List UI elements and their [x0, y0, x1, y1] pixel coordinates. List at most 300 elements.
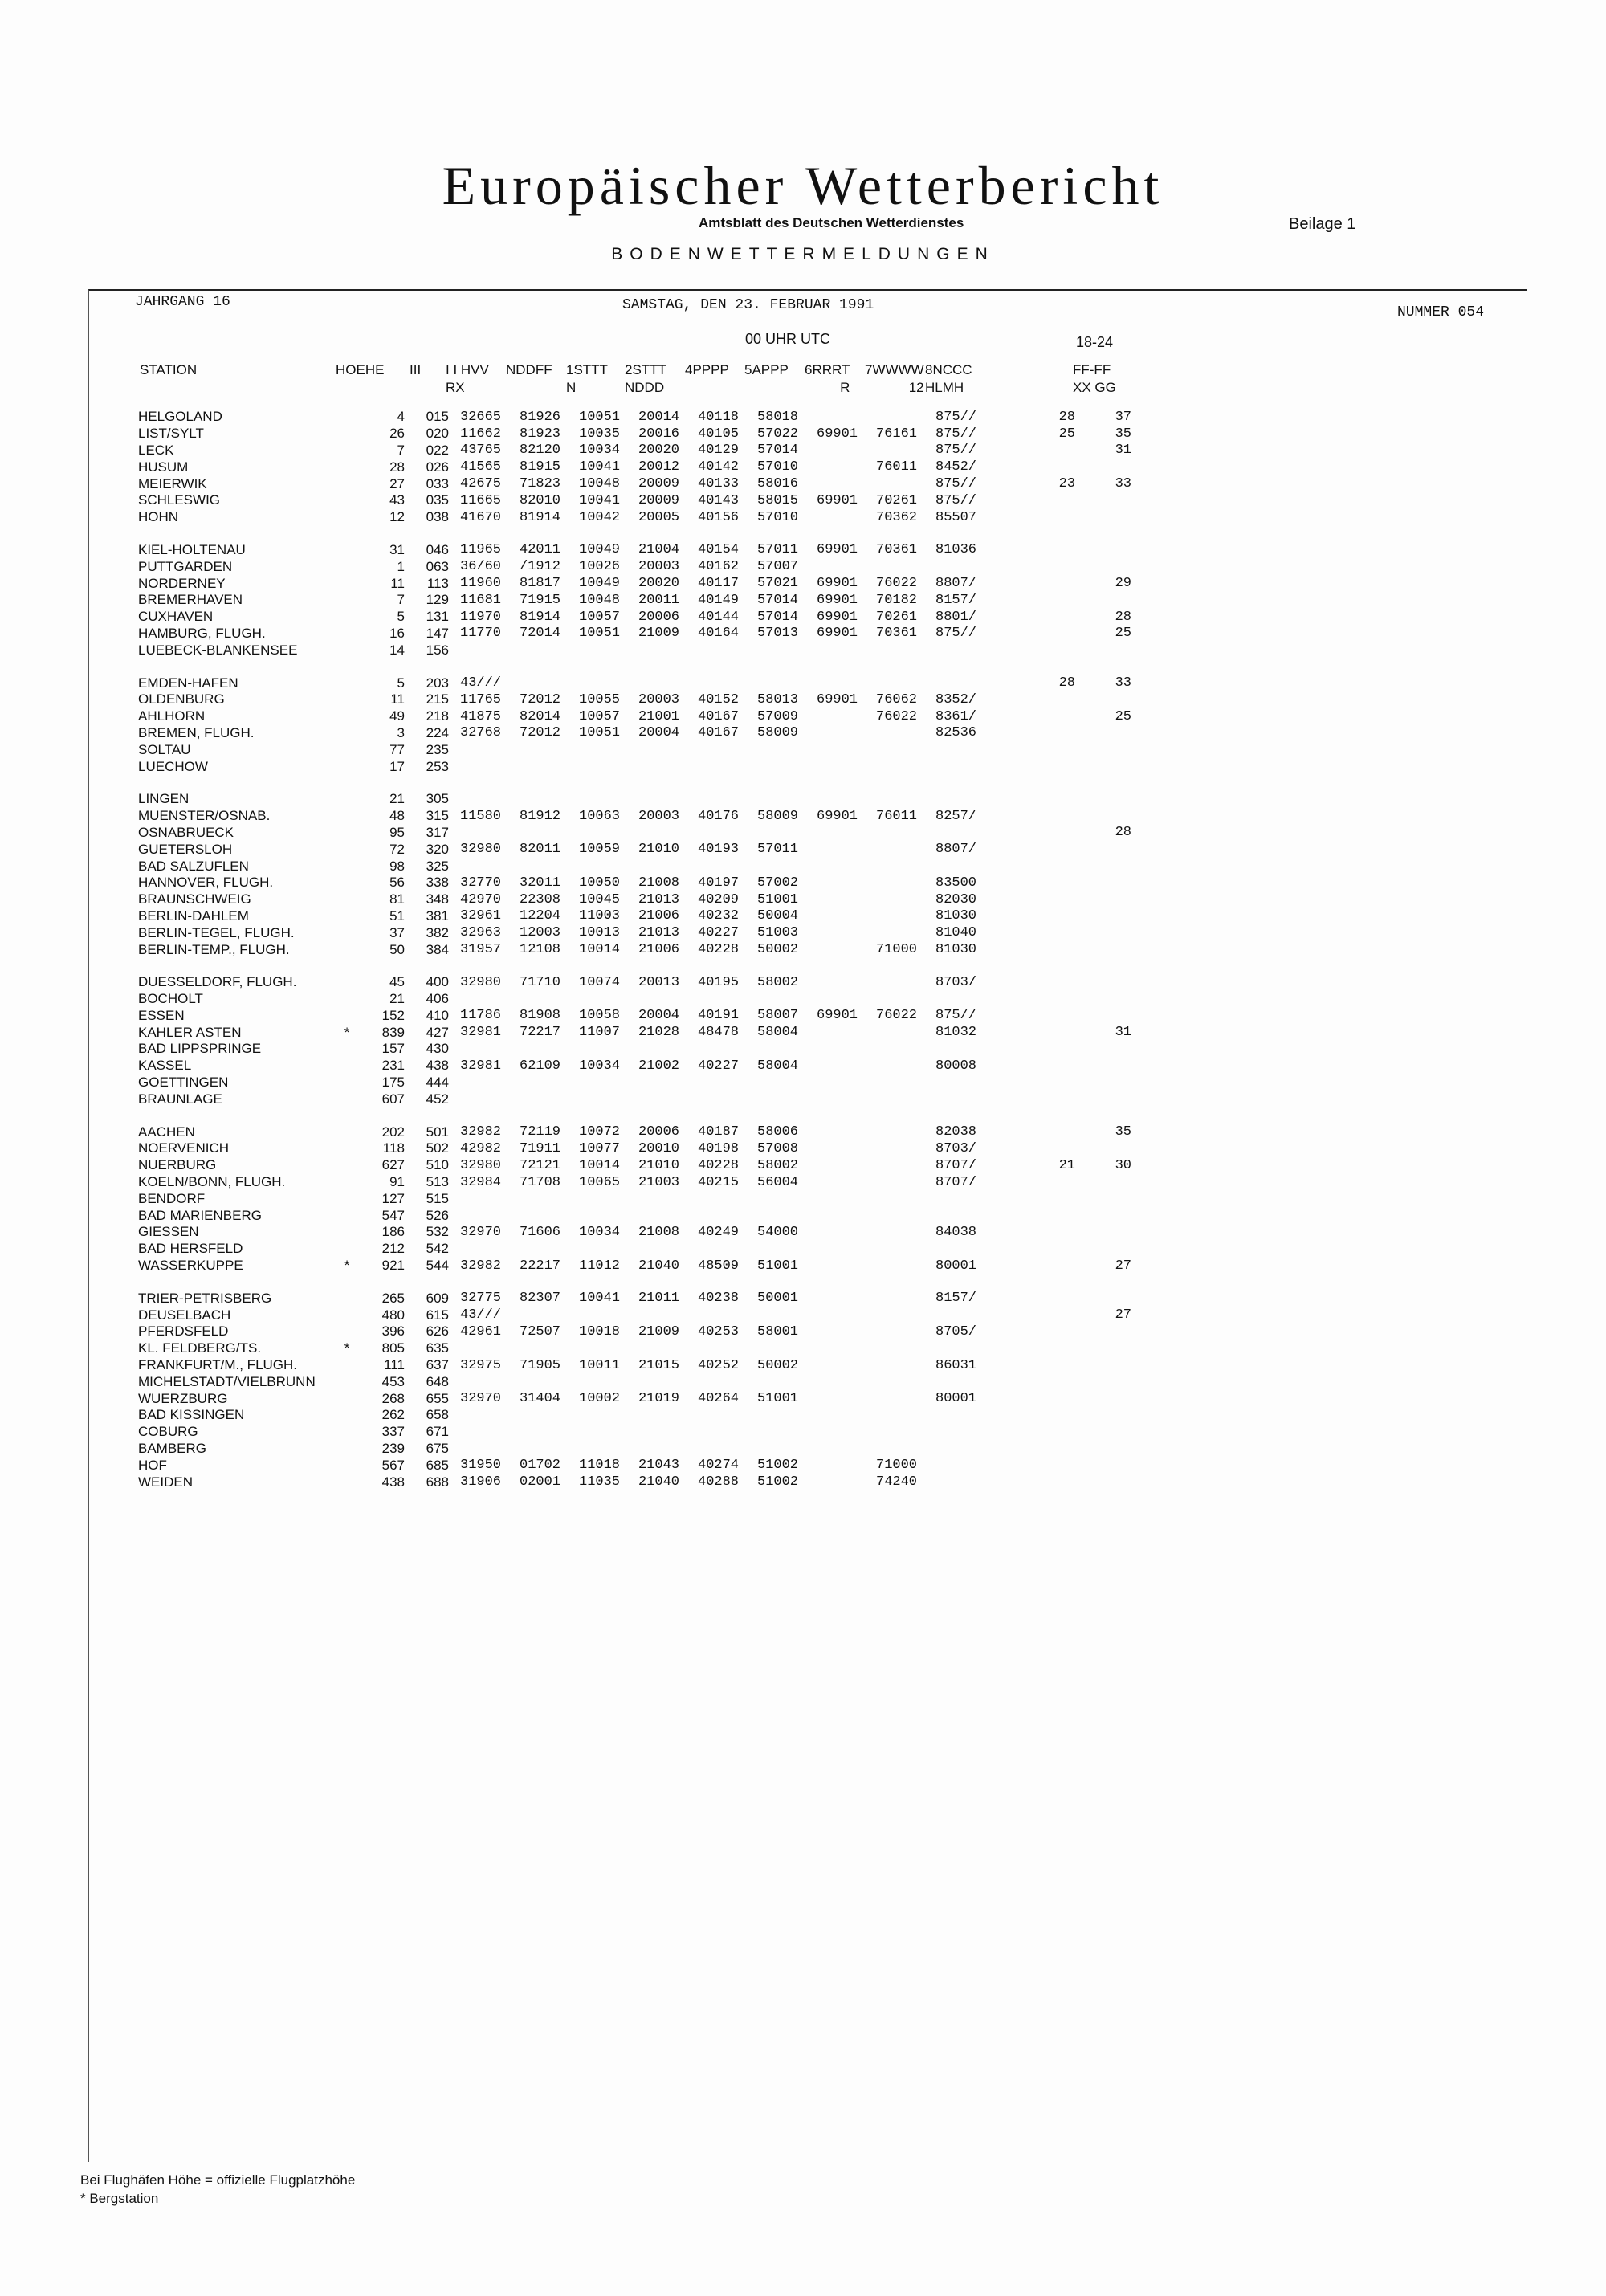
station-hoehe: 396 — [381, 1323, 405, 1340]
observations-table — [138, 409, 1131, 1491]
group-code: 21010 — [638, 1157, 680, 1173]
group-code: 72507 — [520, 1323, 561, 1340]
group-code — [579, 791, 638, 808]
bergstation-mark — [331, 991, 363, 1008]
ff-gg — [1075, 875, 1131, 891]
group-code: 40176 — [698, 808, 740, 824]
station-id: 156 — [426, 642, 449, 658]
ff-xx — [1019, 1124, 1075, 1140]
station-row — [138, 558, 1131, 575]
group-code: 20011 — [638, 592, 680, 608]
station-name: KL. FELDBERG/TS. — [138, 1340, 262, 1356]
group-code: 21002 — [638, 1058, 680, 1074]
station-hoehe: 265 — [381, 1290, 405, 1306]
group-code: 32768 — [460, 725, 502, 741]
group-code: 54000 — [757, 1224, 799, 1240]
group-code: 10048 — [579, 592, 621, 608]
ff-xx — [1019, 1323, 1075, 1340]
group-code — [876, 1207, 935, 1224]
group-code: 10077 — [579, 1140, 621, 1156]
group-code: 82011 — [520, 842, 561, 858]
bergstation-mark — [331, 442, 363, 459]
column-gap — [995, 1340, 1019, 1357]
ff-xx: 28 — [1058, 409, 1075, 425]
group-code — [698, 858, 757, 875]
page-title: Europäischer Wetterbericht — [442, 155, 1164, 216]
column-gap — [995, 841, 1019, 858]
group-code — [876, 1424, 935, 1441]
group-code: 21008 — [638, 875, 680, 891]
group-code — [520, 991, 579, 1008]
group-code: 40105 — [698, 426, 740, 442]
group-code — [817, 1357, 876, 1374]
ff-gg — [1075, 592, 1131, 609]
group-code: 10045 — [579, 891, 621, 907]
station-row — [138, 974, 1131, 991]
column-gap — [995, 1140, 1019, 1157]
group-code — [876, 1340, 935, 1357]
station-id: 203 — [426, 675, 449, 691]
group-code: 20004 — [638, 1008, 680, 1024]
group-code: 81908 — [520, 1008, 561, 1024]
spacer-cell — [138, 526, 1131, 542]
group-spacer — [138, 1107, 1131, 1124]
group-code: 10050 — [579, 875, 621, 891]
spacer-cell — [138, 1274, 1131, 1290]
group-code: 8352/ — [935, 691, 977, 708]
ff-xx — [1019, 875, 1075, 891]
group-code: 21013 — [638, 925, 680, 941]
group-code: 81032 — [935, 1025, 977, 1041]
ff-gg — [1075, 1390, 1131, 1407]
group-code: 43/// — [460, 1307, 502, 1323]
group-code — [935, 741, 995, 758]
ff-xx — [1019, 1340, 1075, 1357]
ff-xx: 23 — [1058, 476, 1075, 492]
ff-xx — [1019, 1091, 1075, 1107]
group-code: 8801/ — [935, 609, 977, 625]
group-code — [449, 991, 520, 1008]
group-code: 40249 — [698, 1224, 740, 1240]
station-row — [138, 1124, 1131, 1140]
group-code — [449, 1190, 520, 1207]
ff-gg — [1075, 691, 1131, 708]
col-c5: 4PPPP — [685, 362, 729, 377]
group-code: 40288 — [698, 1474, 740, 1491]
column-gap — [995, 1091, 1019, 1107]
station-row — [138, 991, 1131, 1008]
station-id: 655 — [426, 1390, 449, 1406]
group-code: 71823 — [520, 476, 561, 492]
group-code — [698, 1373, 757, 1390]
ff-xx — [1019, 1207, 1075, 1224]
ff-gg — [1075, 1407, 1131, 1424]
group-code: 72119 — [520, 1124, 561, 1140]
group-code: 875// — [935, 409, 977, 425]
bergstation-mark: * — [344, 1258, 350, 1274]
bergstation-mark — [331, 808, 363, 825]
group-code — [817, 1091, 876, 1107]
group-code — [638, 675, 698, 691]
group-code — [817, 725, 876, 742]
group-code: 50002 — [757, 1357, 799, 1373]
group-code — [817, 974, 876, 991]
group-code — [449, 1441, 520, 1458]
station-id: 382 — [426, 924, 449, 940]
group-code: 80001 — [935, 1258, 977, 1274]
group-code: 11681 — [460, 592, 502, 608]
station-id: 381 — [426, 907, 449, 924]
station-name: LUEBECK-BLANKENSEE — [138, 642, 298, 658]
station-row — [138, 1174, 1131, 1191]
station-id: 452 — [426, 1091, 449, 1107]
group-code: 57010 — [757, 509, 799, 525]
column-gap — [995, 1323, 1019, 1340]
station-name: KOELN/BONN, FLUGH. — [138, 1174, 286, 1190]
group-code — [449, 858, 520, 875]
group-code: 40167 — [698, 708, 740, 724]
station-hoehe: 51 — [389, 907, 405, 924]
station-row — [138, 1207, 1131, 1224]
ff-xx: 25 — [1058, 426, 1075, 442]
group-code — [520, 1207, 579, 1224]
station-row — [138, 459, 1131, 475]
group-code: 42675 — [460, 476, 502, 492]
station-name: BOCHOLT — [138, 991, 203, 1007]
group-code: 21008 — [638, 1224, 680, 1240]
group-code: 48478 — [698, 1025, 740, 1041]
station-id: 129 — [426, 592, 449, 608]
ff-xx — [1019, 1407, 1075, 1424]
group-code: 40228 — [698, 942, 740, 957]
group-code: 57011 — [757, 842, 799, 858]
range-label: 18-24 — [1076, 334, 1114, 350]
column-gap — [995, 1373, 1019, 1390]
group-code — [638, 1307, 698, 1323]
group-code: 32975 — [460, 1357, 502, 1373]
station-name: BERLIN-TEGEL, FLUGH. — [138, 924, 295, 940]
bergstation-mark — [331, 1058, 363, 1075]
group-code — [817, 1224, 876, 1241]
group-code: 58002 — [757, 1157, 799, 1173]
group-code: 11003 — [579, 908, 621, 924]
col-c8: 7WWWW 12 — [865, 362, 924, 395]
ff-gg — [1075, 891, 1131, 908]
station-name: WEIDEN — [138, 1474, 193, 1490]
station-hoehe: 127 — [381, 1190, 405, 1206]
ff-xx — [1019, 974, 1075, 991]
station-hoehe: 26 — [389, 426, 405, 442]
group-code — [935, 1190, 995, 1207]
group-code: 57014 — [757, 592, 799, 608]
group-code: 72012 — [520, 725, 561, 741]
station-row — [138, 708, 1131, 725]
ff-gg: 28 — [1115, 609, 1131, 625]
station-name: TRIER-PETRISBERG — [138, 1290, 272, 1306]
group-code — [817, 1140, 876, 1157]
group-code: 70261 — [876, 609, 918, 625]
group-code: 31906 — [460, 1474, 502, 1491]
group-code — [935, 1340, 995, 1357]
group-code: 10014 — [579, 1157, 621, 1173]
group-code — [579, 1207, 638, 1224]
station-id: 038 — [426, 509, 449, 525]
bergstation-mark — [331, 741, 363, 758]
station-hoehe: 43 — [389, 492, 405, 508]
station-hoehe: 3 — [397, 724, 405, 740]
group-code: 10041 — [579, 459, 621, 475]
group-code: 20009 — [638, 492, 680, 508]
station-hoehe: 805 — [381, 1340, 405, 1356]
group-code: 32984 — [460, 1174, 502, 1190]
group-code: 11970 — [460, 609, 502, 625]
bergstation-mark — [331, 492, 363, 509]
group-code — [817, 991, 876, 1008]
group-code: 82030 — [935, 891, 977, 907]
ff-xx — [1019, 758, 1075, 775]
ff-xx — [1019, 891, 1075, 908]
ff-gg: 27 — [1115, 1258, 1131, 1274]
group-code: 32011 — [520, 875, 561, 891]
ff-xx — [1019, 626, 1075, 642]
ff-xx — [1019, 1075, 1075, 1091]
group-code: 69901 — [817, 592, 858, 608]
group-code: 32961 — [460, 908, 502, 924]
station-name: BAD HERSFELD — [138, 1241, 243, 1257]
group-code: 875// — [935, 1008, 977, 1024]
station-id: 046 — [426, 541, 449, 557]
ff-gg: 37 — [1115, 409, 1131, 425]
station-name: PFERDSFELD — [138, 1323, 229, 1340]
column-gap — [995, 575, 1019, 592]
group-code — [757, 1190, 817, 1207]
bergstation-mark — [331, 1290, 363, 1307]
station-row — [138, 858, 1131, 875]
bergstation-mark — [331, 675, 363, 691]
group-code — [638, 1441, 698, 1458]
group-code: 82038 — [935, 1124, 977, 1140]
group-code: 10018 — [579, 1323, 621, 1340]
group-code — [579, 1241, 638, 1258]
station-name: COBURG — [138, 1424, 198, 1440]
group-code — [876, 1190, 935, 1207]
group-code: 51001 — [757, 1258, 799, 1274]
group-code: 20016 — [638, 426, 680, 442]
station-id: 147 — [426, 625, 449, 641]
station-id: 348 — [426, 891, 449, 907]
group-code: 21004 — [638, 542, 680, 558]
station-row — [138, 791, 1131, 808]
station-row — [138, 1474, 1131, 1491]
bergstation-mark — [331, 542, 363, 559]
group-code — [817, 841, 876, 858]
group-code: 58001 — [757, 1323, 799, 1340]
group-code: 41875 — [460, 708, 502, 724]
station-row — [138, 1058, 1131, 1075]
spacer-cell — [138, 958, 1131, 974]
bergstation-mark — [331, 825, 363, 842]
ff-xx — [1019, 908, 1075, 925]
column-gap — [995, 1075, 1019, 1091]
station-hoehe: 77 — [389, 741, 405, 757]
station-name: BERLIN-DAHLEM — [138, 907, 249, 924]
group-code — [698, 791, 757, 808]
column-gap — [995, 1190, 1019, 1207]
column-gap — [995, 426, 1019, 442]
group-code: 58004 — [757, 1058, 799, 1074]
station-name: ESSEN — [138, 1007, 185, 1023]
group-code: 32980 — [460, 974, 502, 990]
group-code — [698, 1307, 757, 1323]
group-code: 76022 — [876, 1008, 918, 1024]
group-code: 51002 — [757, 1474, 799, 1491]
ff-gg: 31 — [1115, 442, 1131, 459]
group-code: 51003 — [757, 925, 799, 941]
station-hoehe: 72 — [389, 841, 405, 857]
group-code — [935, 1407, 995, 1424]
station-id: 626 — [426, 1323, 449, 1340]
group-code — [817, 409, 876, 426]
group-code — [817, 891, 876, 908]
group-code: 10034 — [579, 1224, 621, 1240]
station-name: NORDERNEY — [138, 575, 226, 591]
group-code — [757, 991, 817, 1008]
bergstation-mark — [331, 642, 363, 659]
spacer-cell — [138, 659, 1131, 675]
station-hoehe: 453 — [381, 1373, 405, 1389]
group-code — [579, 758, 638, 775]
group-code: 8703/ — [935, 1140, 977, 1156]
group-code — [817, 1190, 876, 1207]
group-code: 8452/ — [935, 459, 977, 475]
station-row — [138, 1407, 1131, 1424]
group-code: 11662 — [460, 426, 502, 442]
group-code: 56004 — [757, 1174, 799, 1190]
group-code: 76022 — [876, 576, 918, 592]
group-code — [817, 1124, 876, 1140]
group-code — [817, 1174, 876, 1191]
group-code: 58013 — [757, 691, 799, 708]
station-id: 033 — [426, 475, 449, 491]
ff-gg — [1075, 924, 1131, 941]
station-hoehe: 14 — [389, 642, 405, 658]
station-hoehe: 4 — [397, 409, 405, 425]
station-name: HELGOLAND — [138, 409, 222, 425]
group-code — [817, 1373, 876, 1390]
station-row — [138, 1390, 1131, 1407]
group-code — [638, 741, 698, 758]
station-row — [138, 924, 1131, 941]
station-hoehe: 45 — [389, 974, 405, 990]
group-code: 48509 — [698, 1258, 740, 1274]
group-code: 8361/ — [935, 708, 977, 724]
group-code — [876, 891, 935, 908]
group-code: 32982 — [460, 1258, 502, 1274]
group-code — [935, 1091, 995, 1107]
station-hoehe: 49 — [389, 708, 405, 724]
ff-xx — [1019, 1441, 1075, 1458]
group-code: 8807/ — [935, 842, 977, 858]
group-code: 81914 — [520, 609, 561, 625]
group-code — [638, 1091, 698, 1107]
station-hoehe: 27 — [389, 475, 405, 491]
group-code: 71000 — [876, 942, 918, 957]
group-code: 76161 — [876, 426, 918, 442]
column-gap — [995, 492, 1019, 509]
group-code: 43765 — [460, 442, 502, 459]
group-code — [757, 1407, 817, 1424]
group-code: 20010 — [638, 1140, 680, 1156]
group-code: 40227 — [698, 925, 740, 941]
group-code — [449, 1091, 520, 1107]
ff-gg — [1075, 1241, 1131, 1258]
column-gap — [995, 1207, 1019, 1224]
column-gap — [995, 475, 1019, 492]
ff-gg — [1075, 1323, 1131, 1340]
ff-gg — [1075, 858, 1131, 875]
station-row — [138, 626, 1131, 642]
group-code: 40167 — [698, 725, 740, 741]
group-code: 21028 — [638, 1025, 680, 1041]
ff-gg — [1075, 1457, 1131, 1474]
group-code — [449, 758, 520, 775]
group-code — [449, 642, 520, 659]
group-code — [817, 1041, 876, 1058]
bergstation-mark — [331, 459, 363, 475]
group-code — [757, 791, 817, 808]
bergstation-mark — [331, 1407, 363, 1424]
group-code: 11786 — [460, 1008, 502, 1024]
group-code: 40152 — [698, 691, 740, 708]
column-gap — [995, 808, 1019, 825]
group-code: 10035 — [579, 426, 621, 442]
station-name: AACHEN — [138, 1124, 195, 1140]
station-row — [138, 442, 1131, 459]
station-id: 035 — [426, 492, 449, 508]
group-code: 21009 — [638, 626, 680, 642]
group-code — [817, 941, 876, 958]
group-code: 69901 — [817, 426, 858, 442]
group-code: 20006 — [638, 1124, 680, 1140]
ff-xx — [1019, 741, 1075, 758]
station-id: 685 — [426, 1457, 449, 1473]
column-gap — [995, 1474, 1019, 1491]
group-code: 58004 — [757, 1025, 799, 1041]
station-name: LINGEN — [138, 791, 190, 807]
group-code: 8707/ — [935, 1174, 977, 1190]
group-code — [876, 991, 935, 1008]
group-code — [876, 475, 935, 492]
ff-gg — [1075, 1424, 1131, 1441]
ff-gg — [1075, 758, 1131, 775]
group-code — [579, 1407, 638, 1424]
station-row — [138, 1307, 1131, 1323]
group-code — [935, 1307, 995, 1323]
station-id: 026 — [426, 459, 449, 475]
column-gap — [995, 1157, 1019, 1174]
station-name: AHLHORN — [138, 708, 206, 724]
group-code: 80008 — [935, 1058, 977, 1074]
group-code: 40191 — [698, 1008, 740, 1024]
ff-xx — [1019, 1008, 1075, 1025]
group-code — [817, 1258, 876, 1274]
station-id: 235 — [426, 741, 449, 757]
group-code: 85507 — [935, 509, 977, 525]
group-code — [876, 1258, 935, 1274]
station-name: SOLTAU — [138, 741, 191, 757]
group-code: 20009 — [638, 476, 680, 492]
group-code: 71606 — [520, 1224, 561, 1240]
